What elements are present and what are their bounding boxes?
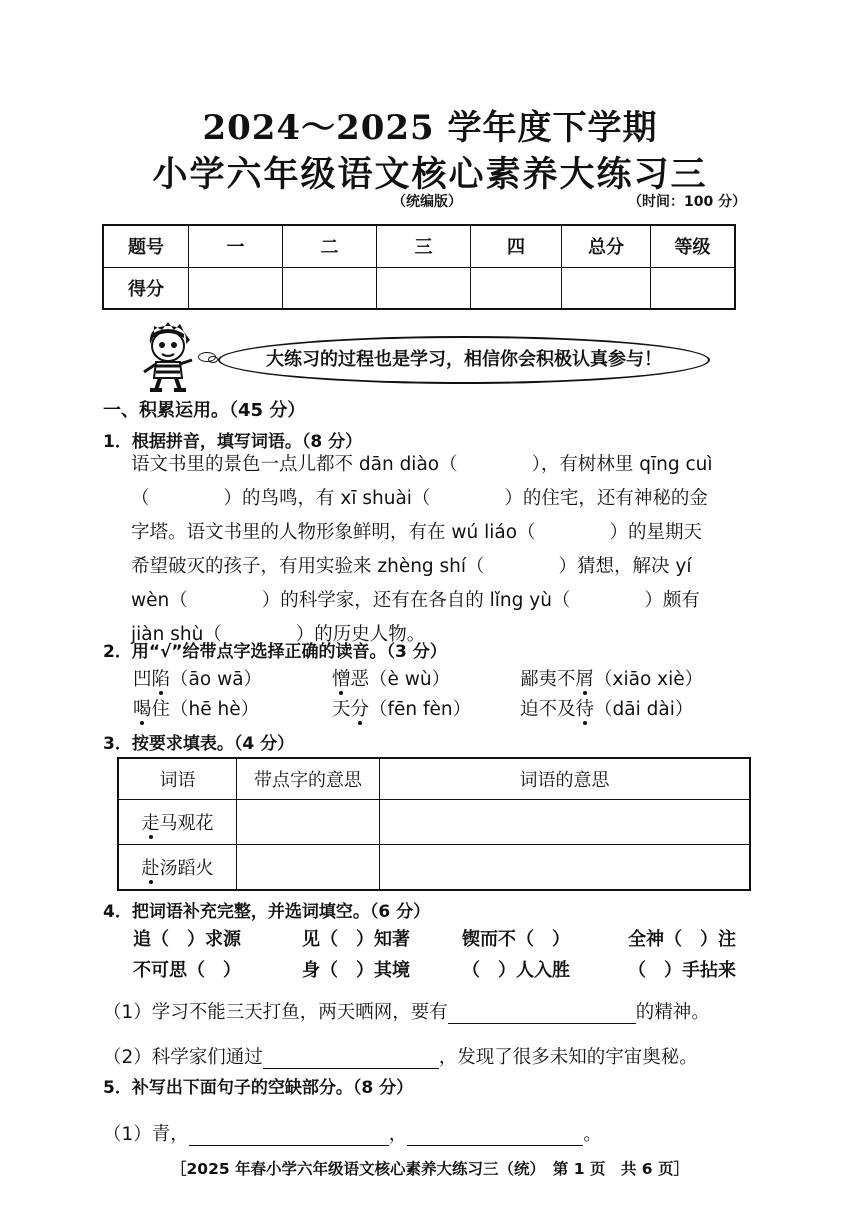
idiom-item: 身（ ）其境 xyxy=(302,960,410,981)
table-header-cell: 带点字的意思 xyxy=(237,758,380,800)
score-cell[interactable] xyxy=(471,267,562,309)
reading-item: 凹陷（āo wā） xyxy=(133,669,263,690)
reading-options[interactable]: （è wù） xyxy=(369,669,451,690)
table-header-cell: 词语的意思 xyxy=(380,758,751,800)
passage-line: （ ）的鸟鸣，有 xī shuài（ ）的住宅，还有神秘的金 xyxy=(131,488,708,509)
answer-cell[interactable] xyxy=(237,800,380,845)
question-1-title: 1．根据拼音，填写词语。（8 分） xyxy=(103,432,363,452)
passage-line: 字塔。语文书里的人物形象鲜明，有在 wú liáo（ ）的星期天 xyxy=(131,522,703,543)
score-header-cell: 总分 xyxy=(562,225,651,267)
passage-line: 希望破灭的孩子，有用实验来 zhèng shí（ ）猜想，解决 yí xyxy=(131,556,692,577)
score-cell[interactable] xyxy=(189,267,283,309)
score-cell[interactable] xyxy=(651,267,736,309)
idiom-item: 全神（ ）注 xyxy=(628,929,736,950)
score-header-cell: 二 xyxy=(283,225,377,267)
table-row xyxy=(118,845,750,891)
score-cell[interactable] xyxy=(562,267,651,309)
answer-blank[interactable] xyxy=(263,1046,439,1069)
answer-cell[interactable] xyxy=(237,845,380,891)
reading-item: 鄙夷不屑（xiāo xiè） xyxy=(520,669,704,690)
idiom-item: 追（ ）求源 xyxy=(133,929,241,950)
section-title: 一、积累运用。（45 分） xyxy=(103,400,306,421)
time-label: （时间：100 分） xyxy=(628,194,747,210)
table-word-cell: 走马观花 xyxy=(118,800,237,845)
reading-item: 憎恶（è wù） xyxy=(332,669,451,690)
answer-cell[interactable] xyxy=(380,845,751,891)
question-5-title: 5．补写出下面句子的空缺部分。（8 分） xyxy=(103,1078,414,1098)
answer-blank[interactable] xyxy=(189,1123,389,1146)
reading-options[interactable]: （fēn fèn） xyxy=(369,699,472,720)
idiom-item: （ ）手拈来 xyxy=(628,960,736,981)
reading-item: 天分（fēn fèn） xyxy=(332,699,472,720)
edition-label: （统编版） xyxy=(392,194,462,210)
fill-sentence-2: （2）科学家们通过 ，发现了很多未知的宇宙奥秘。 xyxy=(103,1047,698,1068)
word-meaning-table xyxy=(117,757,751,891)
table-row xyxy=(118,800,750,845)
reading-item: 喝住（hē hè） xyxy=(133,699,260,720)
table-header-cell: 词语 xyxy=(118,758,237,800)
score-header-cell: 等级 xyxy=(651,225,736,267)
page-footer: ［2025 年春小学六年级语文核心素养大练习三（统） 第 1 页 共 6 页］ xyxy=(171,1160,689,1178)
idiom-item: （ ）人入胜 xyxy=(462,960,570,981)
score-cell[interactable] xyxy=(283,267,377,309)
passage-line: wèn（ ）的科学家，还有在各自的 lǐng yù（ ）颇有 xyxy=(131,590,700,611)
score-header-cell: 题号 xyxy=(103,225,189,267)
score-header-cell: 四 xyxy=(471,225,562,267)
question-2-title: 2．用“√”给带点字选择正确的读音。（3 分） xyxy=(103,642,447,662)
reading-options[interactable]: （āo wā） xyxy=(170,669,263,690)
score-row-label: 得分 xyxy=(103,267,189,309)
question-4-title: 4．把词语补充完整，并选词填空。（6 分） xyxy=(103,902,431,922)
cartoon-boy-illustration xyxy=(140,322,198,394)
reading-item: 迫不及待（dāi dài） xyxy=(520,699,694,720)
reading-options[interactable]: （dāi dài） xyxy=(594,699,694,720)
reading-options[interactable]: （xiāo xiè） xyxy=(594,669,704,690)
question-1-passage xyxy=(131,448,751,652)
answer-blank[interactable] xyxy=(448,1001,636,1024)
thought-dot-large xyxy=(198,352,216,362)
passage-line: 语文书里的景色一点儿都不 dān diào（ ），有树林里 qīng cuì xyxy=(131,454,713,475)
idiom-item: 不可思（ ） xyxy=(133,960,241,981)
page-title-line2: 小学六年级语文核心素养大练习三 xyxy=(152,154,708,195)
speech-bubble xyxy=(218,336,710,384)
speech-bubble-text: 大练习的过程也是学习，相信你会积极认真参与！ xyxy=(266,349,662,370)
reading-options[interactable]: （hē hè） xyxy=(170,699,260,720)
fill-sentence-3: （1）青， ， 。 xyxy=(103,1124,602,1145)
idiom-item: 见（ ）知著 xyxy=(302,929,410,950)
score-cell[interactable] xyxy=(377,267,471,309)
score-table-header-row xyxy=(103,225,735,267)
table-header-row xyxy=(118,758,750,800)
answer-cell[interactable] xyxy=(380,800,751,845)
question-3-title: 3．按要求填表。（4 分） xyxy=(103,734,295,754)
table-word-cell: 赴汤蹈火 xyxy=(118,845,237,891)
idiom-item: 锲而不（ ） xyxy=(462,929,570,950)
fill-sentence-1: （1）学习不能三天打鱼，两天晒网，要有 的精神。 xyxy=(103,1002,710,1023)
score-header-cell: 三 xyxy=(377,225,471,267)
page-title-line1: 2024～2025 学年度下学期 xyxy=(202,108,658,148)
score-header-cell: 一 xyxy=(189,225,283,267)
score-table-score-row xyxy=(103,267,735,309)
answer-blank[interactable] xyxy=(407,1123,583,1146)
score-table xyxy=(102,224,736,310)
passage-line: jiàn shù（ ）的历史人物。 xyxy=(131,624,426,645)
